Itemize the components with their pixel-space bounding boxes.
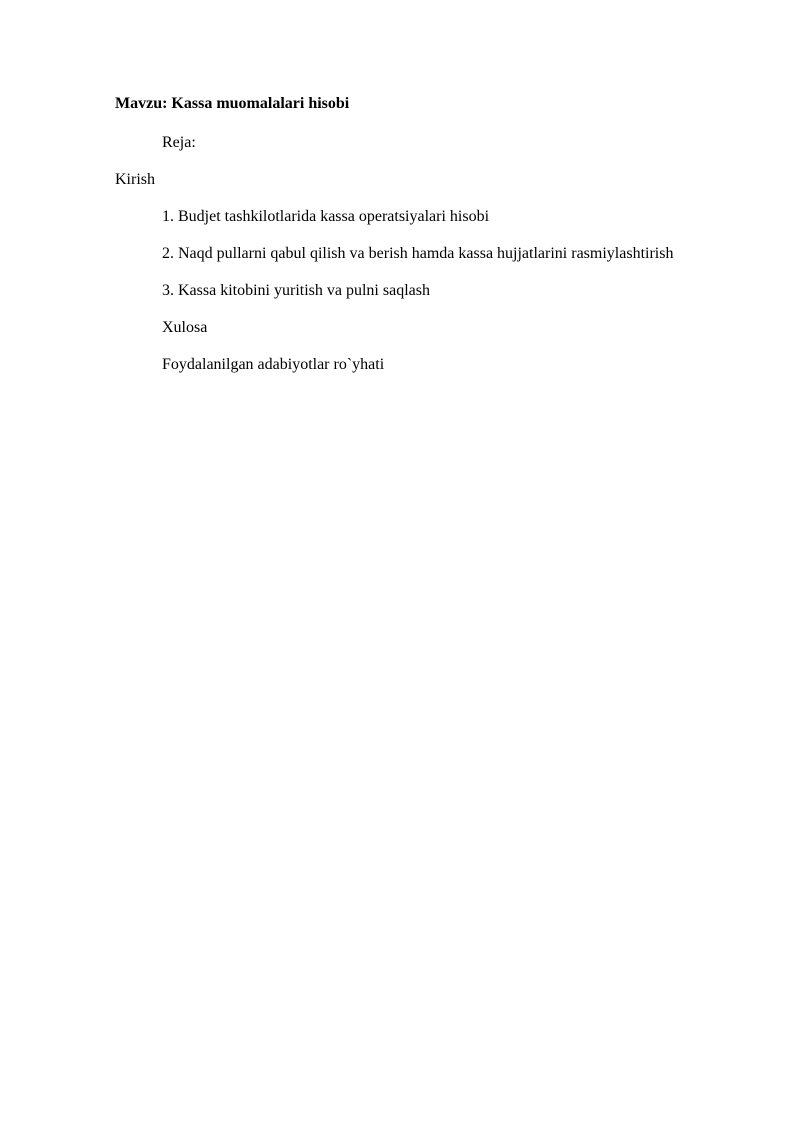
plan-item-1: 1. Budjet tashkilotlarida kassa operatsiyalari hisobi (162, 208, 490, 225)
references-heading: Foydalanilgan adabiyotlar ro`yhati (162, 356, 385, 373)
plan-item-2: 2. Naqd pullarni qabul qilish va berish hamda kassa hujjatlarini rasmiylashtirish (162, 245, 674, 262)
intro-heading: Kirish (115, 171, 155, 188)
plan-label: Reja: (162, 134, 196, 151)
plan-item-3: 3. Kassa kitobini yuritish va pulni saqlash (162, 282, 430, 299)
conclusion-heading: Xulosa (162, 319, 208, 336)
document-title: Mavzu: Kassa muomalalari hisobi (115, 95, 350, 112)
